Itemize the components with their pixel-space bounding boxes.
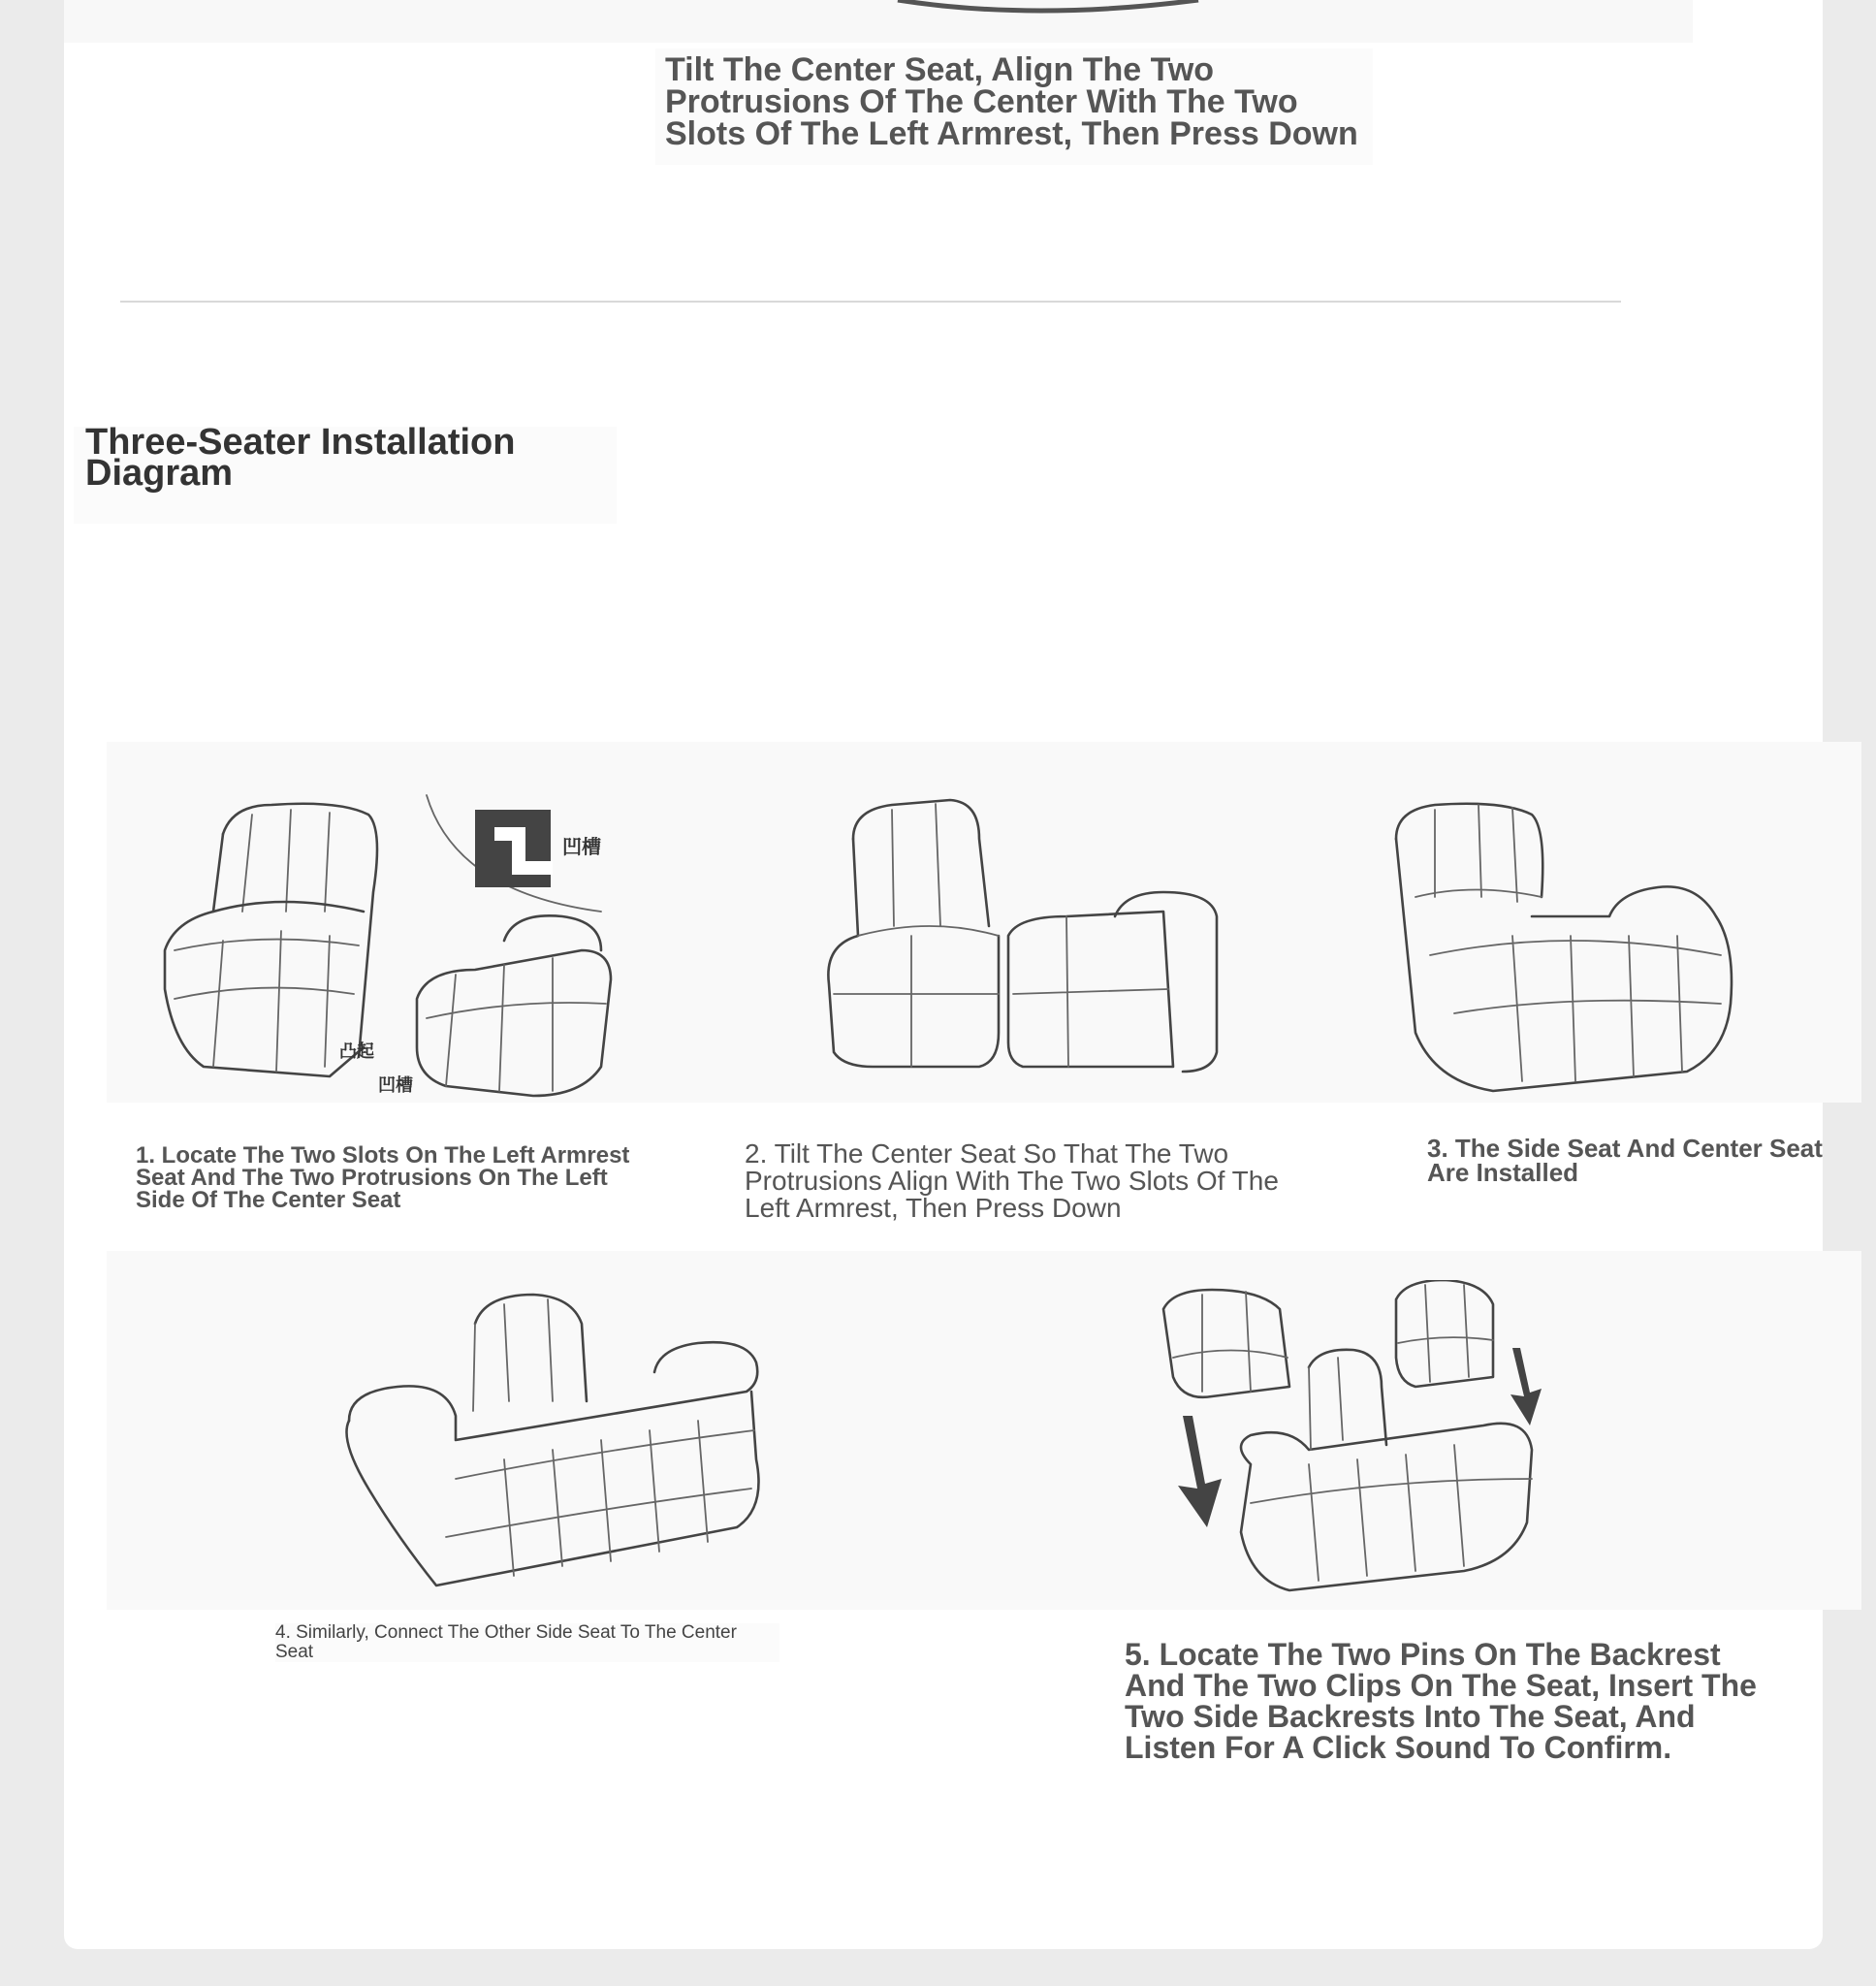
step-1-callout-middle: 凸起 (339, 1041, 374, 1062)
step-3-label: 3. The Side Seat And Center Seat Are Installed (1427, 1134, 1823, 1187)
previous-illustration-fragment (64, 0, 1693, 43)
step-4-illustration (339, 1285, 766, 1595)
step-1-callout-top: 凹槽 (562, 835, 601, 858)
down-arrow-right-icon (1510, 1348, 1542, 1425)
step-1-label: 1. Locate The Two Slots On The Left Armrest Seat And The Two Protrusions On The Left Side Of The Center Seat (136, 1142, 630, 1213)
down-arrow-left-icon (1178, 1416, 1222, 1527)
step-5-illustration (1144, 1280, 1571, 1610)
section-title: Three-Seater Installation Diagram (74, 427, 617, 524)
step-5-label: 5. Locate The Two Pins On The Backrest And The Two Clips On The Seat, Insert The Two Side Backrests Into The Seat, And Listen For A Click Sound To Confirm. (1125, 1637, 1757, 1765)
step-2-illustration (814, 790, 1241, 1081)
section-divider (120, 301, 1621, 303)
step-2-label: 2. Tilt The Center Seat So That The Two Protrusions Align With The Two Slots Of The Left Armrest, Then Press Down (745, 1138, 1279, 1223)
step-3-illustration (1377, 790, 1745, 1101)
previous-illustration-strip (64, 0, 1693, 43)
step-1-callout-bottom: 凹槽 (378, 1075, 413, 1096)
step-4-label: 4. Similarly, Connect The Other Side Seat To The Center Seat (275, 1623, 779, 1662)
step-1-illustration (136, 776, 640, 1105)
top-caption: Tilt The Center Seat, Align The Two Protrusions Of The Center With The Two Slots Of The Left Armrest, Then Press Down (655, 48, 1373, 165)
